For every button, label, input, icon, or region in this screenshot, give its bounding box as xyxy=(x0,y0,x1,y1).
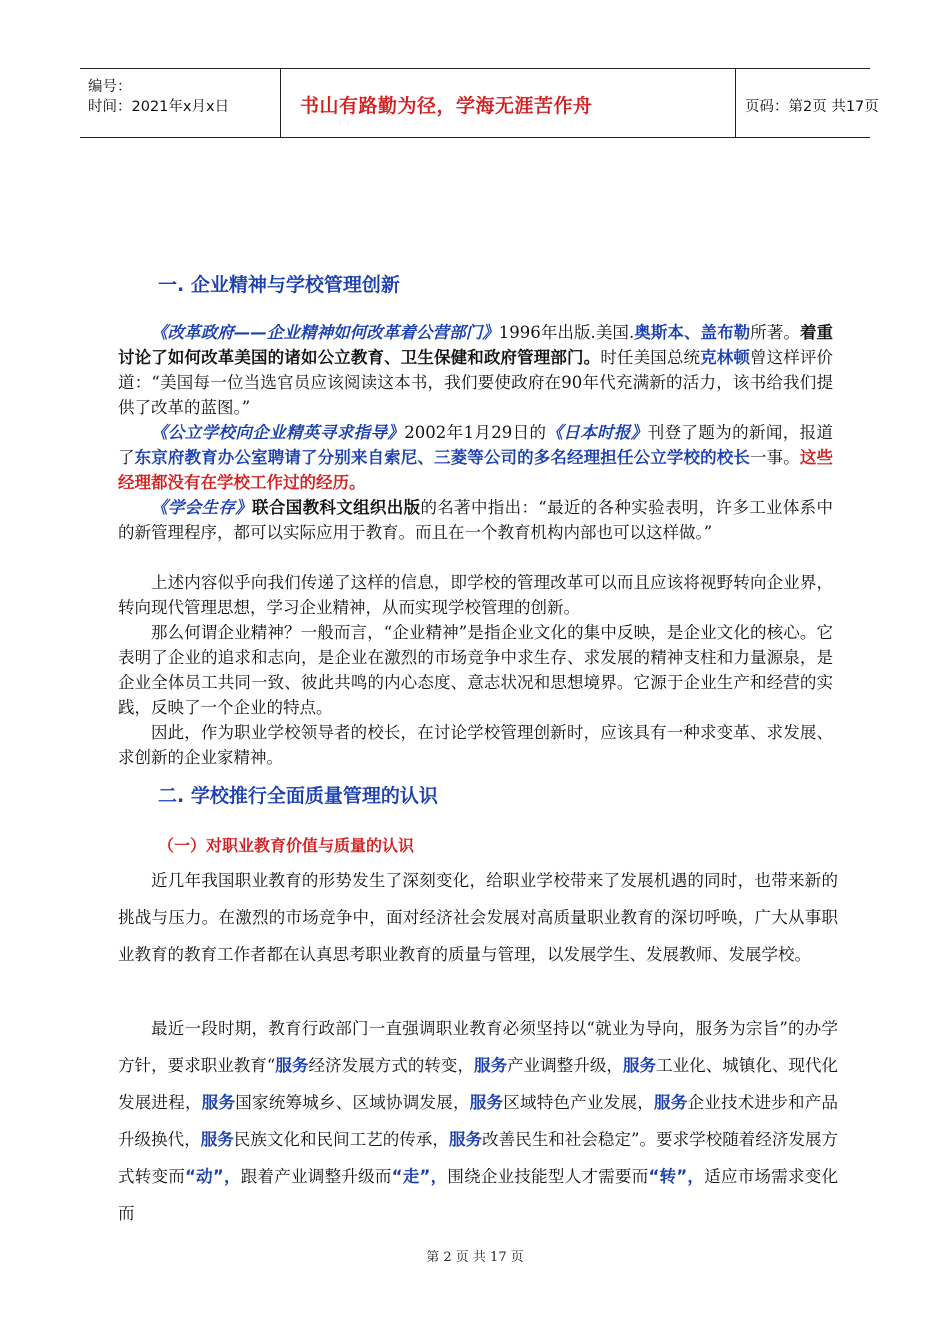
highlight-text: 东京府教育办公室聘请了分别来自索尼、三菱等公司的多名经理担任公立学校的校长 xyxy=(134,448,750,467)
serve-keyword: 服务 xyxy=(622,1056,657,1075)
section1-paragraph-1 xyxy=(118,320,833,420)
section2-subtitle: （一）对职业教育价值与质量的认识 xyxy=(158,836,415,855)
page-header xyxy=(80,68,879,138)
text-span: 曾这样评价道：“美国每一位当选官员应该阅读这本书，我们要使政府在90年代充满新的活力，该书给我们提供了改革的蓝图。” xyxy=(118,348,834,417)
section1-paragraph-4: 上述内容似乎向我们传递了这样的信息，即学校的管理改革可以而且应该将视野转向企业界，转向现代管理思想，学习企业精神，从而实现学校管理的创新。 xyxy=(118,573,833,617)
authors: 奥斯本、盖布勒 xyxy=(634,323,751,342)
text-span: 一事。 xyxy=(750,448,800,467)
serve-keyword: 服务 xyxy=(275,1056,309,1075)
text-span: 企业技术进步和产品升级换代， xyxy=(118,1093,838,1149)
text-span: 时任美国总统 xyxy=(600,348,701,367)
text-span: 围绕企业技能型人才需要而 xyxy=(447,1167,649,1186)
header-right-cell xyxy=(735,69,879,137)
red-highlight: 这些经理都没有在学校工作过的经历。 xyxy=(118,448,834,492)
time-label: 时间：2021年x月x日 xyxy=(88,99,230,115)
header-page-info: 页码：第2页 共17页 xyxy=(745,99,879,115)
section1-paragraph-6: 因此，作为职业学校领导者的校长，在讨论学校管理创新时，应该具有一种求变革、求发展、求创新的企业家精神。 xyxy=(118,723,833,767)
number-label: 编号： xyxy=(88,79,132,95)
serve-keyword: 服务 xyxy=(654,1093,688,1112)
book-title: 《公立学校向企业精英寻求指导》 xyxy=(151,423,405,442)
keyword-dong: “动”， xyxy=(185,1167,241,1186)
text-span: 适应市场需求变化而 xyxy=(118,1167,839,1223)
header-left-cell xyxy=(80,69,281,137)
text-span: 经济发展方式的转变， xyxy=(308,1056,475,1075)
keyword-zhuan: “转”， xyxy=(648,1167,705,1186)
text-span: 所著。 xyxy=(750,323,800,342)
text-span: 刊登了题为的新闻，报道了 xyxy=(118,423,834,467)
section2-paragraph-2 xyxy=(118,1010,838,1232)
serve-keyword: 服务 xyxy=(201,1093,236,1112)
section1-paragraph-2 xyxy=(118,420,833,495)
keyword-zou: “走”， xyxy=(391,1167,448,1186)
serve-keyword: 服务 xyxy=(200,1130,234,1149)
text-span: 改善民生和社会稳定”。要求学校随着经济发展方式转变而 xyxy=(118,1130,839,1186)
bold-text: 着重讨论了如何改革美国的诸如公立教育、卫生保健和政府管理部门。 xyxy=(118,323,834,367)
serve-keyword: 服务 xyxy=(474,1056,508,1075)
text-span: 民族文化和民间工艺的传承， xyxy=(233,1130,449,1149)
text-span: 跟着产业调整升级而 xyxy=(240,1167,392,1186)
book-title: 《改革政府——企业精神如何改革着公营部门》 xyxy=(151,323,499,342)
text-span: 国家统筹城乡、区域协调发展， xyxy=(235,1093,470,1112)
text-span: 最近一段时期，教育行政部门一直强调职业教育必须坚持以“就业为导向，服务为宗旨”的办学方针，要求职业教育“ xyxy=(118,1019,838,1075)
text-span: 1996年出版.美国. xyxy=(498,323,635,342)
book-title: 《学会生存》 xyxy=(151,498,253,517)
header-motto: 书山有路勤为径，学海无涯苦作舟 xyxy=(300,95,593,117)
text-span: 工业化、城镇化、现代化发展进程， xyxy=(118,1056,839,1112)
header-center-cell xyxy=(280,69,736,137)
publisher: 联合国教科文组织出版 xyxy=(252,498,421,517)
text-span: 产业调整升级， xyxy=(507,1056,623,1075)
text-span: 的名著中指出：“最近的各种实验表明，许多工业体系中的新管理程序，都可以实际应用于教育。而且在一个教育机构内部也可以这样做。” xyxy=(118,498,834,542)
text-span: 区域特色产业发展， xyxy=(503,1093,654,1112)
newspaper-title: 《日本时报》 xyxy=(546,423,648,442)
section1-title: 一. 企业精神与学校管理创新 xyxy=(158,274,400,296)
section1-paragraph-3 xyxy=(118,495,833,545)
text-span: 2002年1月29日的 xyxy=(404,423,547,442)
clinton-name: 克林顿 xyxy=(700,348,751,367)
section2-paragraph-1: 近几年我国职业教育的形势发生了深刻变化，给职业学校带来了发展机遇的同时，也带来新的挑战与压力。在激烈的市场竞争中，面对经济社会发展对高质量职业教育的深切呼唤，广大从事职业教育的教育工作者都在认真思考职业教育的质量与管理，以发展学生、发展教师、发展学校。 xyxy=(118,871,838,964)
serve-keyword: 服务 xyxy=(448,1130,483,1149)
page-footer: 第 2 页 共 17 页 xyxy=(426,1250,524,1265)
section1-paragraph-5: 那么何谓企业精神？一般而言，“企业精神”是指企业文化的集中反映，是企业文化的核心。它表明了企业的追求和志向，是企业在激烈的市场竞争中求生存、求发展的精神支柱和力量源泉，是企业全体员工共同一致、彼此共鸣的内心态度、意志状况和思想境界。它源于企业生产和经营的实践，反映了一个企业的特点。 xyxy=(118,623,833,717)
serve-keyword: 服务 xyxy=(469,1093,504,1112)
section2-title: 二. 学校推行全面质量管理的认识 xyxy=(158,785,438,807)
